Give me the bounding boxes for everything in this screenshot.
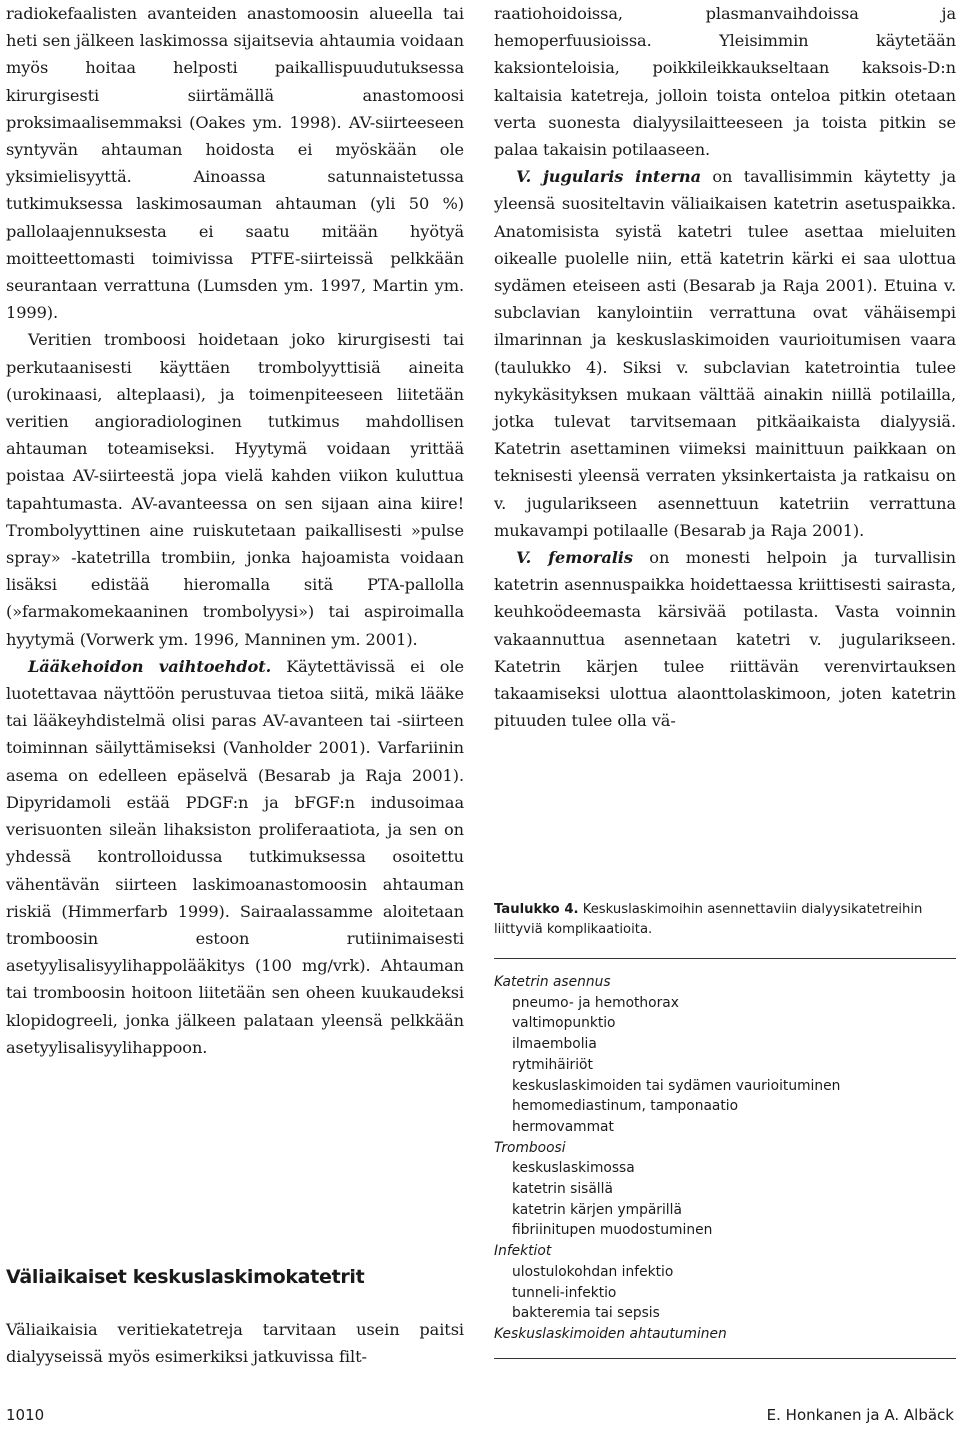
paragraph <box>6 653 464 1061</box>
table-item: valtimopunktio <box>512 1015 616 1032</box>
footer-authors: E. Honkanen ja A. Albäck <box>766 1406 954 1424</box>
table-item: keskuslaskimossa <box>512 1160 635 1177</box>
table-item: ulostulokohdan infektio <box>512 1263 674 1280</box>
right-column <box>494 0 956 734</box>
section-heading: Väliaikaiset keskuslaskimokatetrit <box>6 1266 365 1288</box>
table-body <box>494 972 956 1345</box>
table-caption-label: Taulukko 4. <box>494 902 579 917</box>
table-item: tunneli-infektio <box>512 1284 617 1301</box>
table-item: keskuslaskimoiden tai sydämen vaurioituminen <box>512 1077 841 1094</box>
table-item: ilmaembolia <box>512 1036 597 1053</box>
page-number: 1010 <box>6 1406 45 1424</box>
paragraph-text: on monesti helpoin ja turvallisin katetrin asennuspaikka hoidettaessa kriittisesti sairasta, keuhkoödeemasta kärsivää potilasta. Vasta voinnin vakaannuttua asennetaan katetri v. jugularikseen. Katetrin kärjen tulee riittävän verenvirtauksen takaamiseksi ulottua alaonttolaskimoon, joten katetrin pituuden tulee olla vä- <box>494 548 956 731</box>
section-body <box>6 1316 464 1370</box>
table-bottom-rule <box>494 1358 956 1359</box>
table-item: katetrin kärjen ympärillä <box>512 1201 682 1218</box>
table-item: bakteremia tai sepsis <box>512 1305 660 1322</box>
paragraph-lead: V. jugularis interna <box>516 167 701 187</box>
table-category: Katetrin asennus <box>494 974 611 990</box>
paragraph <box>494 544 956 734</box>
table-item: hermovammat <box>512 1118 614 1135</box>
table-caption-text: Keskuslaskimoihin asennettaviin dialyysikatetreihin liittyviä komplikaatioita. <box>494 902 923 937</box>
left-column <box>6 0 464 1061</box>
table-category: Tromboosi <box>494 1139 566 1156</box>
paragraph-text: on tavallisimmin käytetty ja yleensä suositeltavin väliaikaisen katetrin asetuspaikka. Anatomisista syistä katetri tulee asettaa mieluiten oikealle puolelle niin, että katetrin kärki ei saa ulottua sydämen eteiseen asti (Besarab ja Raja 2001). Etuina v. subclavian kanylointiin verrattuna ovat vähäisempi ilmarinnan ja keskuslaskimoiden vaurioitumisen vaara (taulukko 4). Siksi v. subclavian katetrointia tulee nykykäsityksen mukaan välttää ainakin niillä potilailla, jotka tulevat tarvitsemaan pitkäaikaista dialyysiä. Katetrin asettaminen viimeksi mainittuun paikkaan on teknisesti yleensä verraten yksinkertaista ja ratkaisu on v. jugularikseen asennettuun katetriin verrattuna mukavampi potilaalle (Besarab ja Raja 2001). <box>494 167 957 540</box>
table-category: Keskuslaskimoiden ahtautuminen <box>494 1325 727 1342</box>
paragraph-lead: Lääkehoidon vaihtoehdot. <box>28 656 272 676</box>
table-item: hemomediastinum, tamponaatio <box>512 1098 739 1115</box>
table-caption <box>494 900 956 940</box>
table-category: Infektiot <box>494 1243 552 1260</box>
table-top-rule <box>494 958 956 959</box>
paragraph: radiokefaalisten avanteiden anastomoosin alueella tai heti sen jälkeen laskimossa sijaitsevia ahtaumia voidaan myös hoitaa helposti paikallispuudutuksessa kirurgisesti siirtämällä anastomoosi proksimaalisemmaksi (Oakes ym. 1998). AV-siirteeseen syntyvän ahtauman hoidosta ei myöskään ole yksimielisyyttä. Ainoassa satunnaistetussa tutkimuksessa laskimosauman ahtauman (yli 50 %) pallolaajennuksesta ei saatu mitään hyötyä moitteettomasti toimivissa PTFE-siirteissä pelkkään seurantaan verrattuna (Lumsden ym. 1997, Martin ym. 1999). <box>6 4 464 323</box>
table-item: fibriinitupen muodostuminen <box>512 1222 713 1239</box>
paragraph-lead: V. femoralis <box>516 548 633 568</box>
paragraph: Väliaikaisia veritiekatetreja tarvitaan usein paitsi dialyyseissä myös esimerkiksi jatkuvissa filt- <box>6 1320 464 1367</box>
paragraph-text: Käytettävissä ei ole luotettavaa näyttöön perustuvaa tietoa siitä, mikä lääke tai lääkeyhdistelmä olisi paras AV-avanteen tai -siirteen toiminnan säilyttämiseksi (Vanholder 2001). Varfariinin asema on edelleen epäselvä (Besarab ja Raja 2001). Dipyridamoli estää PDGF:n ja bFGF:n indusoimaa verisuonten sileän lihaksiston proliferaatiota, ja sen on yhdessä kontrolloidussa tutkimuksessa osoitettu vähentävän siirteen laskimoanastomoosin ahtauman riskiä (Himmerfarb 1999). Sairaalassamme aloitetaan tromboosin estoon rutiinimaisesti asetyylisalisyylihappolääkitys (100 mg/vrk). Ahtauman tai tromboosin hoitoon liitetään sen oheen kuukaudeksi klopidogreeli, jonka jälkeen palataan yleensä pelkkään asetyylisalisyylihappoon. <box>6 656 465 1057</box>
table-item: katetrin sisällä <box>512 1181 613 1198</box>
paragraph <box>494 163 956 544</box>
table-item: rytmihäiriöt <box>512 1056 593 1073</box>
table-item: pneumo- ja hemothorax <box>512 994 679 1011</box>
paragraph: raatiohoidoissa, plasmanvaihdoissa ja hemoperfuusioissa. Yleisimmin käytetään kaksionteloisia, poikkileikkaukseltaan kaksois-D:n kaltaisia katetreja, jolloin toista onteloa pitkin otetaan verta suonesta dialyysilaitteeseen ja toista pitkin se palaa takaisin potilaaseen. <box>494 4 956 160</box>
paragraph: Veritien tromboosi hoidetaan joko kirurgisesti tai perkutaanisesti käyttäen trombolyyttisiä aineita (urokinaasi, alteplaasi), ja toimenpiteeseen liitetään veritien angioradiologinen tutkimus mahdollisen ahtauman toteamiseksi. Hyytymä voidaan yrittää poistaa AV-siirteestä jopa vielä kahden viikon kuluttua tapahtumasta. AV-avanteessa on sen sijaan aina kiire! Trombolyyttinen aine ruiskutetaan paikallisesti »pulse spray» -katetrilla trombiin, jonka hajoamista voidaan lisäksi edistää hieromalla sitä PTA-pallolla (»farmakomekaaninen trombolyysi») tai aspiroimalla hyytymä (Vorwerk ym. 1996, Manninen ym. 2001). <box>6 330 464 649</box>
